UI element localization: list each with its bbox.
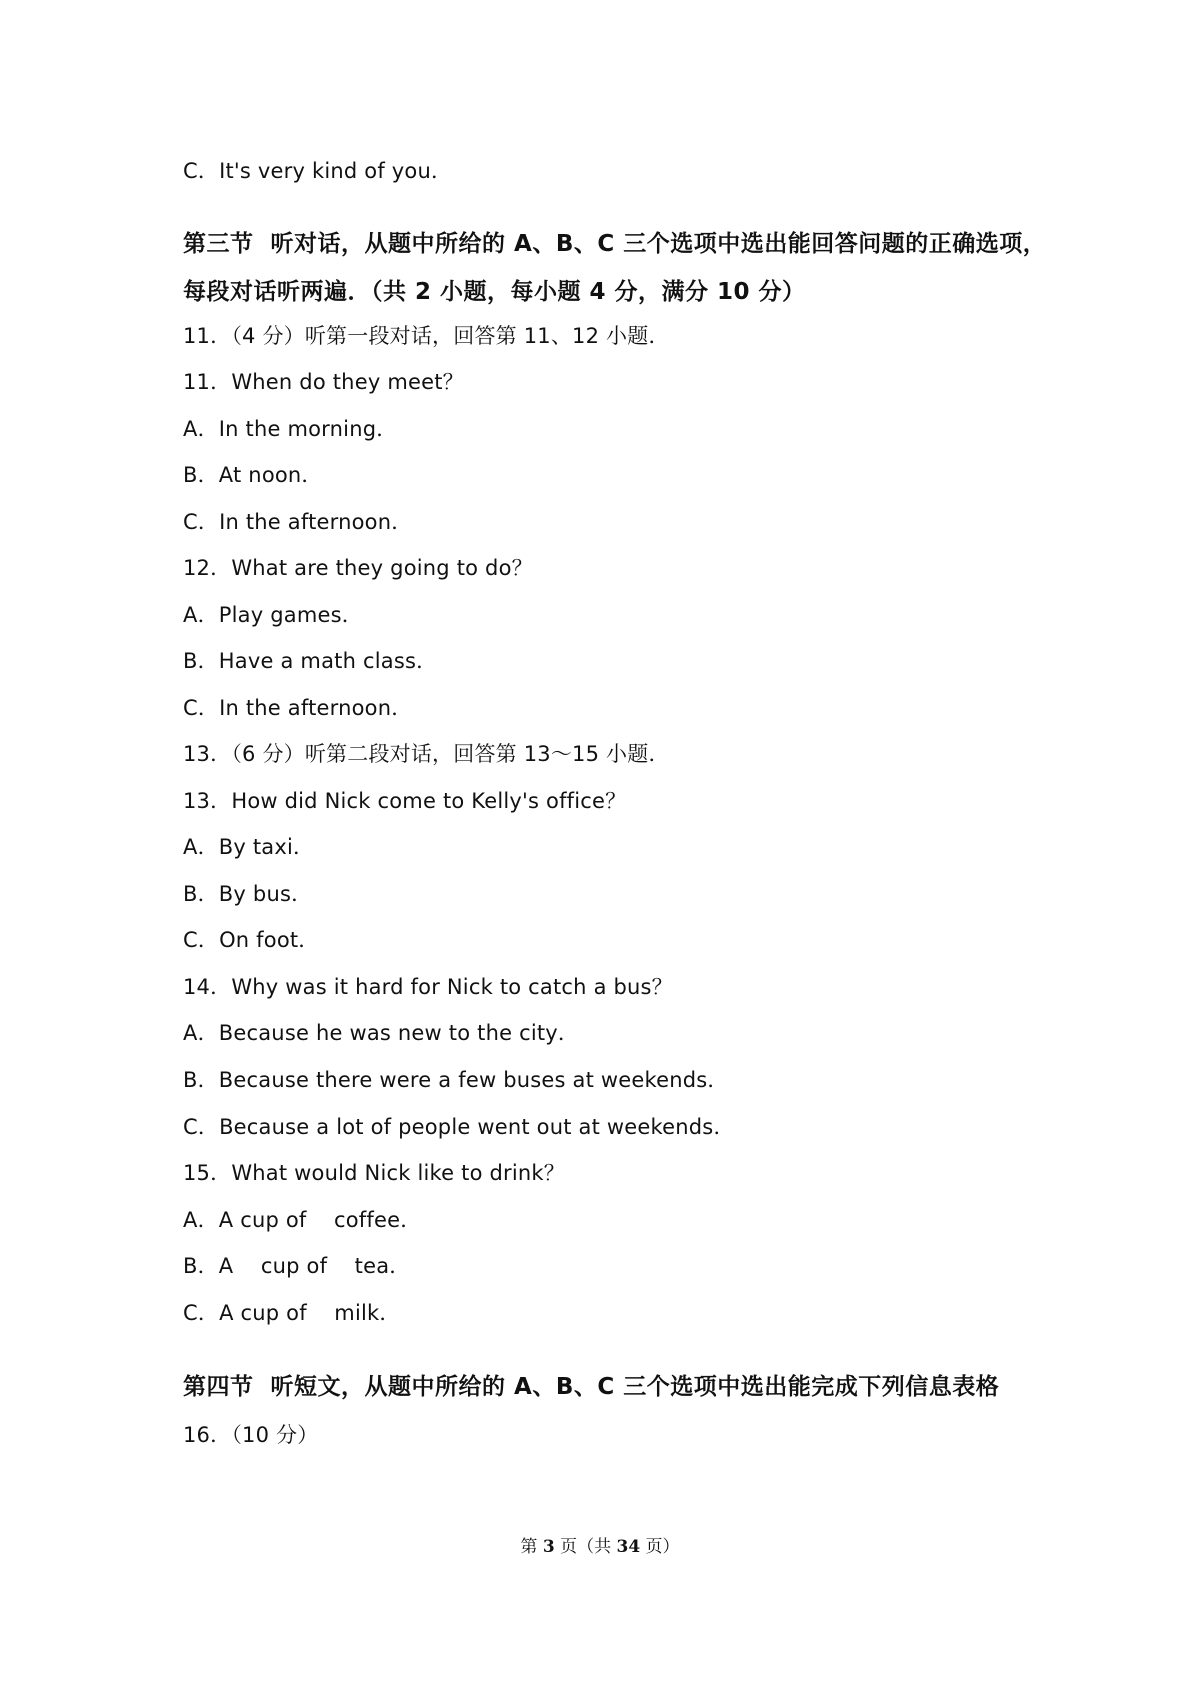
page-footer — [0, 1536, 1200, 1558]
question-13-option-a: A．By taxi． — [183, 835, 315, 859]
question-14-option-c: C．Because a lot of people went out at weekends． — [183, 1115, 735, 1139]
footer-suffix: 页） — [640, 1537, 680, 1557]
question-15: 15．What would Nick like to drink？ — [183, 1161, 565, 1185]
question-12: 12．What are they going to do？ — [183, 556, 533, 580]
dialogue-two-intro: 13．（6 分）听第二段对话，回答第 13～15 小题． — [183, 742, 670, 766]
question-14-option-a: A．Because he was new to the city． — [183, 1021, 580, 1045]
question-15-option-b: B．A cup of tea． — [183, 1254, 411, 1278]
question-11-option-b: B．At noon． — [183, 463, 323, 487]
question-12-option-c: C．In the afternoon． — [183, 696, 413, 720]
question-13-option-c: C．On foot． — [183, 928, 320, 952]
section-three-heading-line-2: 每段对话听两遍．（共 2 小题，每小题 4 分，满分 10 分） — [183, 279, 806, 305]
question-11-option-a: A．In the morning． — [183, 417, 398, 441]
footer-page-number: 3 — [542, 1537, 555, 1557]
question-15-option-a: A．A cup of coffee． — [183, 1208, 422, 1232]
question-13: 13．How did Nick come to Kelly's office？ — [183, 789, 627, 813]
dialogue-one-intro: 11．（4 分）听第一段对话，回答第 11、12 小题． — [183, 324, 670, 348]
footer-total-pages: 34 — [616, 1537, 641, 1557]
section-four-heading: 第四节 听短文，从题中所给的 A、B、C 三个选项中选出能完成下列信息表格 — [183, 1374, 1000, 1400]
question-14-option-b: B．Because there were a few buses at weekends． — [183, 1068, 729, 1092]
question-12-option-b: B．Have a math class． — [183, 649, 438, 673]
question-13-option-b: B．By bus． — [183, 882, 313, 906]
option-c-line: C．It's very kind of you． — [183, 159, 453, 183]
question-15-option-c: C．A cup of milk． — [183, 1301, 401, 1325]
question-11-option-c: C．In the afternoon． — [183, 510, 413, 534]
section-three-heading-line-1: 第三节 听对话，从题中所给的 A、B、C 三个选项中选出能回答问题的正确选项， — [183, 231, 1047, 257]
question-11: 11．When do they meet？ — [183, 370, 464, 394]
footer-prefix: 第 — [520, 1537, 543, 1557]
footer-middle: 页（共 — [554, 1537, 617, 1557]
question-14: 14．Why was it hard for Nick to catch a bus？ — [183, 975, 673, 999]
question-12-option-a: A．Play games． — [183, 603, 363, 627]
question-16-intro: 16．（10 分） — [183, 1423, 319, 1447]
